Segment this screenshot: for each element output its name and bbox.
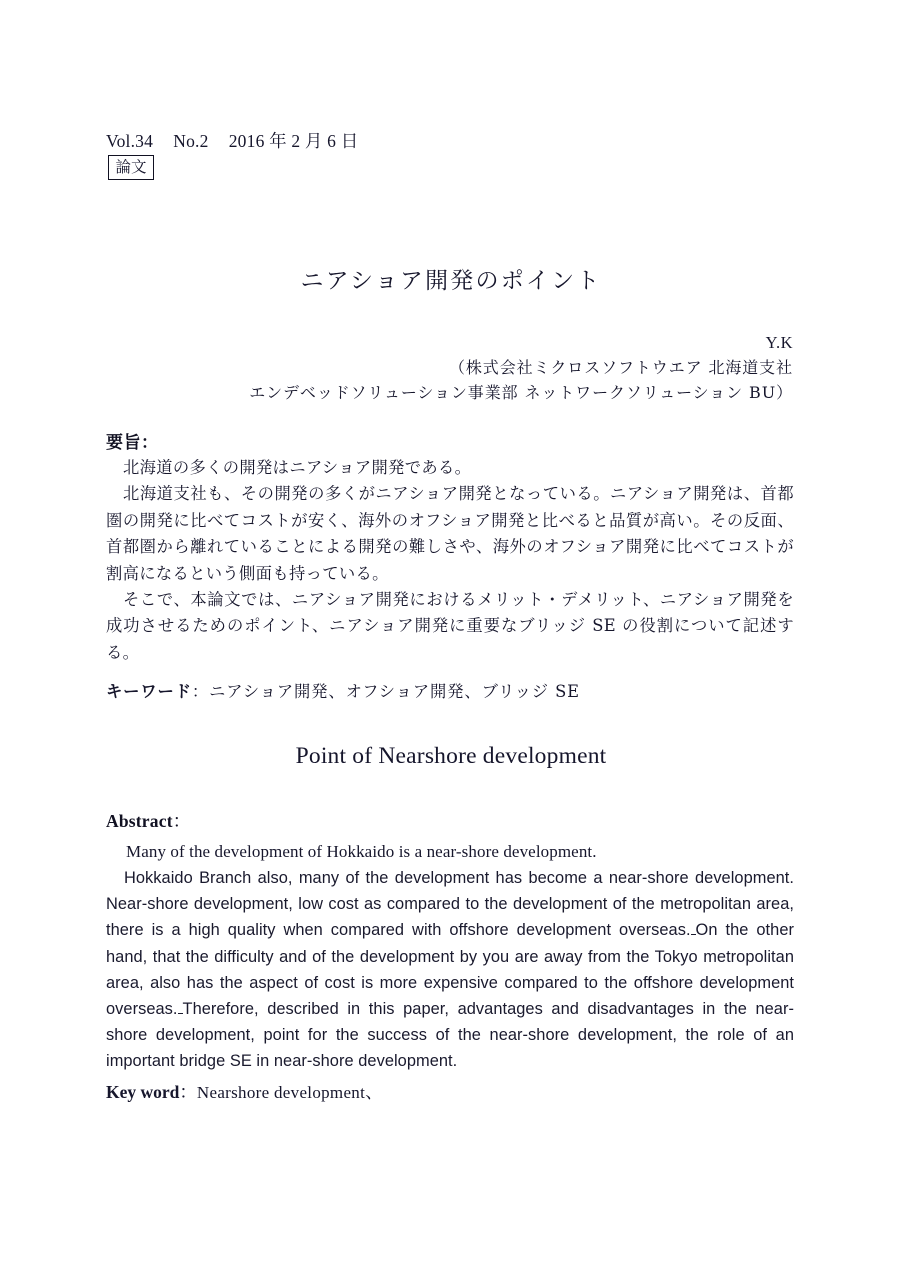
abstract-english-body [106, 865, 794, 1075]
keywords-english-value: Nearshore development [196, 1083, 366, 1102]
keywords-english [106, 1079, 383, 1104]
volume-label: Vol.34 [106, 131, 154, 151]
publication-date: 2016 年 2 月 6 日 [228, 131, 359, 151]
abstract-english-label-row [106, 808, 794, 833]
issue-number-label: No.2 [173, 131, 209, 151]
keywords-english-separator: ： [179, 1082, 197, 1102]
article-type-badge: 論文 [108, 155, 154, 180]
abstract-japanese-paragraph: そこで、本論文では、ニアショア開発におけるメリット・デメリット、ニアショア開発を成功させるためのポイント、ニアショア開発に重要なブリッジ SE の役割について記述する。 [106, 590, 794, 662]
abstract-english-separator: ： [172, 811, 191, 831]
abstract-japanese-label: 要旨： [106, 433, 159, 453]
abstract-japanese-paragraph: 北海道支社も、その開発の多くがニアショア開発となっている。ニアショア開発は、首都圏の開発に比べてコストが安く、海外のオフショア開発と比べると品質が高い。その反面、首都圏から離れていることによる開発の難しさや、海外のオフショア開発に比べてコストが割高になるという側面も持っている。 [106, 484, 794, 583]
page-title-english: Point of Nearshore development [295, 743, 607, 769]
abstract-english-label: Abstract [106, 811, 173, 831]
abstract-english-section [106, 808, 794, 1075]
abstract-japanese-paragraph: 北海道の多くの開発はニアショア開発である。 [123, 458, 472, 477]
abstract-japanese-section [106, 428, 794, 666]
keywords-english-trailing-comma: 、 [365, 1083, 383, 1103]
author-affiliation-line-1: （株式会社ミクロスソフトウエア 北海道支社 [449, 358, 793, 377]
keywords-japanese [106, 678, 580, 702]
abstract-english-body-part-3: Therefore, described in this paper, advantages and disadvantages in the near-shore development, point for the success of the near-shore development, the role of an important bridge SE in near-shore development. [106, 1000, 794, 1071]
abstract-english-first-line: Many of the development of Hokkaido is a near-shore development. [126, 842, 597, 861]
keywords-japanese-value: ニアショア開発、オフショア開発、ブリッジ SE [209, 682, 580, 701]
author-affiliation-line-2: エンデベッドソリューション事業部 ネットワークソリューション BU） [249, 383, 793, 402]
author-block [103, 330, 793, 405]
keywords-english-label: Key word [106, 1082, 180, 1102]
keywords-japanese-label: キーワード [106, 682, 192, 701]
abstract-english-body-part-2: On the other hand, that the difficulty and of the development by you are away from the Tokyo metropolitan area, also has the aspect of cost is more expensive compared to the offshore development overseas. [106, 921, 794, 1019]
page-title-japanese: ニアショア開発のポイント [300, 268, 602, 294]
keywords-japanese-separator: ： [191, 682, 210, 701]
abstract-english-body-part-1: Hokkaido Branch also, many of the development has become a near-shore development. Near-shore development, low cost as compared to the development of the metropolitan area, there is a high quality when compared with offshore development overseas. [106, 869, 794, 940]
document-header [106, 128, 358, 153]
author-name: Y.K [765, 333, 793, 352]
